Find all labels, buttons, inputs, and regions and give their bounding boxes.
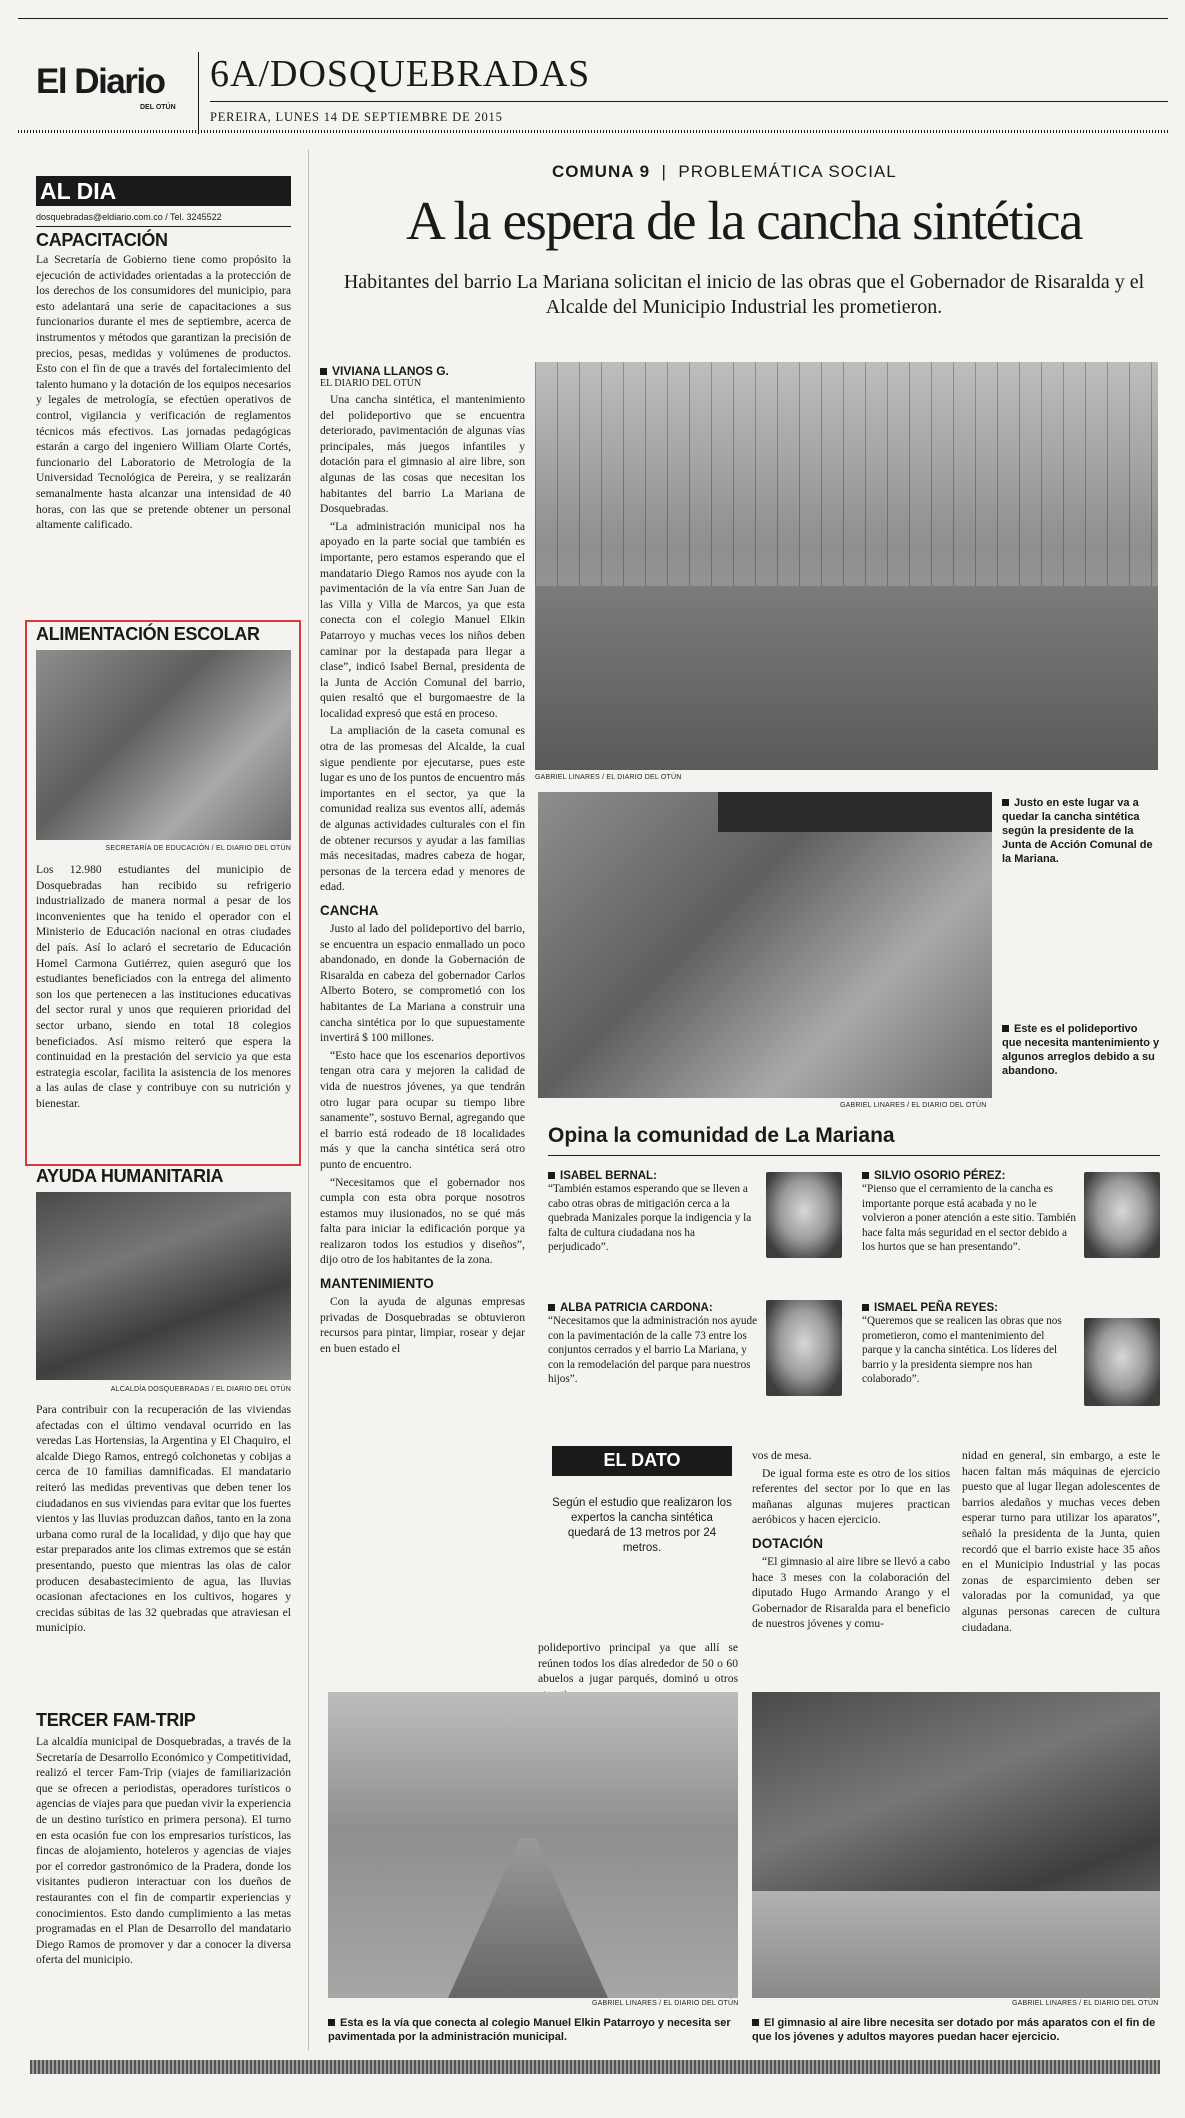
opina-rule — [548, 1155, 1160, 1156]
cancha-subhead: CANCHA — [320, 903, 379, 918]
sidebar-contact: dosquebradas@eldiario.com.co / Tel. 3245522 — [36, 212, 222, 222]
kicker: COMUNA 9 | PROBLEMÁTICA SOCIAL — [552, 162, 897, 181]
road-photo — [328, 1692, 738, 1998]
alimentacion-title: ALIMENTACIÓN ESCOLAR — [36, 624, 260, 644]
portrait-isabel — [766, 1172, 842, 1258]
col2-continuation: polideportivo principal ya que allí se reúnen todos los días alrededor de 50 o 60 abuelos a jugar parqués, dominó u otros — [538, 1641, 738, 1686]
top-rule — [18, 18, 1168, 19]
ayuda-title: AYUDA HUMANITARIA — [36, 1166, 224, 1186]
opinion-alba: ALBA PATRICIA CARDONA: “Necesitamos que la administración nos ayude con la pavimentación de la calle 73 entre los conjuntos cerrados y el barrio La Mariana, y con la remodelación del parque para nuestros hijos”. — [548, 1302, 758, 1385]
fence-pattern — [535, 362, 1158, 607]
main-column-4: nidad en general, sin embargo, a este le hacen faltan más máquinas de ejercicio puesto que al lugar llegan adolescentes de barrios aledaños y muchas veces deben esperar turno para utilizar los aparatos”, señaló la presidenta de la Junta, quien recordó que el barrio existe hace 35 años en el Municipio Industrial y las pocas zonas de esparcimiento deben ser valoradas por la comunidad, ya que algunas personas carecen de cultura ciudadana. — [962, 1449, 1160, 1634]
logo-subtitle: DEL OTÚN — [140, 104, 176, 111]
col1-p1: Una cancha sintética, el mantenimiento del polideportivo que se encuentra deteriorado, pavimentación de algunas vías principales, más juegos infantiles y dotación para el gimnasio al aire libre, son algunas de las cosas que necesitan los habitantes del barrio La Mariana de Dosquebradas. — [320, 393, 525, 516]
cancha-p2: “Esto hace que los escenarios deportivos tengan otra cara y mejoren la calidad de vida de nuestros jóvenes, ya que tendrán otro lugar para ocupar su tiempo libre sanamente”, sostuvo Bernal, agregando que el barrio está rodeado de 18 localidades más y que la cancha sintética será otro punto de encuentro. — [320, 1048, 525, 1171]
famtrip-body: La alcaldía municipal de Dosquebradas, a través de la Secretaría de Desarrollo Económico y Competitividad, realizó el tercer Fam-Trip (viajes de familiarización que se ofrecen a periodistas, operadores turísticos o agencias de viajes para que puedan vivir la experiencia de un destino turístico en primera persona). El turno en esta ocasión fue con los empresarios turísticos, las fincas de alojamiento, hoteleros y agencias de viajes por el corredor gastronómico de la Pradera, donde los visitantes pudieron interactuar con los dueños de restaurantes con el fin de compartir experiencias y conocimientos. Esto dando cumplimiento a las metas programadas en el Plan de Desarrollo del mandatario Diego Ramos de promover y dar a conocer la diversa oferta del municipio. — [36, 1735, 291, 1967]
gym-floor — [752, 1891, 1160, 1998]
dato-text: Según el estudio que realizaron los expertos la cancha sintética quedará de 13 metros por 24 metros. — [552, 1497, 732, 1554]
opinion-isabel: ISABEL BERNAL: “También estamos esperando que se lleven a cabo otras obras de mitigación cerca a la quebrada Manizales porque la indigencia y la falta de cultura ciudadana nos ha perjudicado”. — [548, 1170, 752, 1253]
capacitacion-title: CAPACITACIÓN — [36, 230, 168, 250]
kicker-comuna: COMUNA 9 — [552, 162, 651, 181]
bottom-right-credit: GABRIEL LINARES / EL DIARIO DEL OTÚN — [1012, 2000, 1159, 2007]
bottom-left-caption: Esta es la vía que conecta al colegio Manuel Elkin Patarroyo y necesita ser pavimentada por la administración municipal. — [328, 2017, 731, 2043]
field-photo — [535, 362, 1158, 770]
polideportivo-photo — [538, 792, 992, 1098]
portrait-alba — [766, 1300, 842, 1396]
dato-title: EL DATO — [603, 1450, 681, 1470]
opinion-silvio: SILVIO OSORIO PÉREZ: “Pienso que el cerramiento de la cancha es importante porque está acabada y no le volvieron a poner atención a este sitio. También hace falta más seguridad en el sector debido a los hurtos que se han presentando”. — [862, 1170, 1076, 1253]
al-dia-title: AL DIA — [40, 178, 117, 204]
humanitarian-aid-photo — [36, 1192, 291, 1380]
masthead-hatch — [18, 130, 1168, 133]
deck: Habitantes del barrio La Mariana solicitan el inicio de las obras que el Gobernador de Risaralda y el Alcalde del Municipio Industrial les prometieron. — [343, 271, 1145, 318]
road-shape — [448, 1838, 608, 1998]
masthead-divider — [198, 52, 199, 134]
ground-area — [535, 586, 1158, 770]
capacitacion-body: La Secretaría de Gobierno tiene como propósito la ejecución de actividades orientadas a la protección de los derechos de los consumidores del municipio, para esto adelantará una serie de capacitaciones a sus funcionarios durante el mes de septiembre, acerca de instrumentos y métodos que garantizan la precisión de precios, pesas, medidas y volúmenes de productos. Esto con el fin de que a través del fortalecimiento del talento humano y la dotación de los equipos necesarios y legales de metrología, se efectúen operativos de control, vigilancia y verificación de reglamentos técnicos más efectivos. Las jornadas pedagógicas estarán a cargo del ingeniero William Olarte Cortés, funcionario del Laboratorio de Metrología de la Universidad Tecnológica de Pereira, y se realizarán semanalmente hasta alcanzar una intensidad de 40 horas, con las que se pretende obtener un personal altamente calificado. — [36, 253, 291, 532]
byline-sub: EL DIARIO DEL OTÚN — [320, 378, 422, 389]
al-dia-bar — [36, 176, 291, 206]
ayuda-credit: ALCALDÍA DOSQUEBRADAS / EL DIARIO DEL OTÚN — [110, 1386, 291, 1393]
dato-bar — [552, 1446, 732, 1476]
portrait-silvio — [1084, 1172, 1160, 1258]
kicker-topic: PROBLEMÁTICA SOCIAL — [678, 162, 897, 181]
alimentacion-body: Los 12.980 estudiantes del municipio de Dosquebradas han recibido su refrigerio industrializado de manera normal a pesar de los inconvenientes que ha tenido el operador con el Ministerio de Educación nacional en otras ciudades del país. Así lo aclaró el secretario de Educación Homel Carmona Gutiérrez, quien aseguró que los estudiantes beneficiados con la entrega del alimento son los que pertenecen a las instituciones educativas del sector rural y unos que requieren prioridad del sector urbano, siendo en total 18 colegios beneficiados. Así mismo reiteró que espera la continuidad en la prestación del servicio ya que esta estrategia escolar, facilita la asistencia de los menores a las aulas de clase y contribuye con su nutrición y bienestar. — [36, 863, 291, 1110]
ayuda-body: Para contribuir con la recuperación de las viviendas afectadas con el último vendaval ocurrido en las veredas Las Hortensias, la Argentina y El Chaquiro, el alcalde Diego Ramos, entregó colchonetas y cobijas a cerca de 10 familias damnificadas. El mandatario reiteró las medidas preventivas que deben tener los ciudadanos en sus viviendas para evitar que los fuertes vientos y las lluvias produzcan daños, tanto en la zona urbana como rural de la localidad, y dijo que hay que estar preparados ante los climas extremos que se están presentando, puesto que mientras las olas de calor producen desabastecimiento de agua, las lluvias ocasionan afectaciones en los cultivos, hogares y crecidas súbitas de las 32 quebradas que atraviesan el municipio. — [36, 1403, 291, 1635]
col1-p2: “La administración municipal nos ha apoyado en la parte social que también es importante, pero estamos esperando que el mandatario Diego Ramos nos ayude con la pavimentación de la vía entre San Juan de las Villa y Villa de Marcos, ya que esta conecta con el colegio Manuel Elkin Patarroyo y muchas veces los niños deben caminar por la destapada para llegar a clase”, indicó Isabel Bernal, presidenta de la Junta de Acción Comunal del barrio, quien resaltó que el burgomaestre de la localidad expresó que está en proceso. — [320, 519, 525, 720]
sidebar-rule — [36, 226, 291, 227]
section-title: 6A/DOSQUEBRADAS — [210, 53, 591, 95]
cancha-p1: Justo al lado del polideportivo del barrio, se encuentra un espacio enmallado un poco abandonado, en donde la Gobernación de Risaralda en cabeza del gobernador Carlos Alberto Botero, se comprometió con los habitantes de La Mariana a construir una cancha sintética por lo que supuestamente invertirá $ 100 millones. — [320, 922, 525, 1045]
main-column-1 — [320, 364, 525, 1358]
school-children-photo — [36, 650, 291, 840]
bottom-band — [30, 2060, 1160, 2074]
opinion-ismael: ISMAEL PEÑA REYES: “Queremos que se realicen las obras que nos prometieron, como el mantenimiento del parque y la cancha sintética. Los líderes del barrio y la presidenta siempre nos han colaborado”. — [862, 1302, 1062, 1385]
roof-structure — [718, 792, 992, 832]
mantenimiento-p1: Con la ayuda de algunas empresas privadas de Dosquebradas se obtuvieron recursos para pintar, limpiar, rosear y dejar en buen estado el — [320, 1295, 525, 1355]
col1-p3: La ampliación de la caseta comunal es otra de las promesas del Alcalde, la cual sigue pendiente por ejecutarse, pues este lugar es uno de los puntos de encuentro más importantes en el sector, ya que la comunidad realiza sus eventos allí, además de algunas actividades culturales con el fin de obtener recursos y ayudar a las familias más necesitadas, madres cabeza de hogar, personas de la tercera edad y menores de edad. — [320, 724, 525, 894]
famtrip-title: TERCER FAM-TRIP — [36, 1710, 196, 1730]
cancha-p3: “Necesitamos que el gobernador nos cumpla con esta obra porque nosotros estamos muy ilusionados, no se qué más falta para iniciar la edificación porque ya realizaron todos los estudios y diseños”, dijo otro de los habitantes de la zona. — [320, 1175, 525, 1267]
portrait-ismael — [1084, 1318, 1160, 1406]
sidebar-column-rule — [308, 150, 309, 2050]
caption-1: Justo en este lugar va a quedar la cancha sintética según la presidente de la Junta de Acción Comunal de la Mariana. — [1002, 797, 1153, 865]
dateline: PEREIRA, LUNES 14 DE SEPTIEMBRE DE 2015 — [210, 110, 503, 124]
bottom-right-caption: El gimnasio al aire libre necesita ser dotado por más aparatos con el fin de que los jóvenes y adultos mayores puedan hacer ejercicio. — [752, 2017, 1156, 2043]
caption-2: Este es el polideportivo que necesita mantenimiento y algunos arreglos debido a su abandono. — [1002, 1023, 1160, 1077]
dotacion-subhead: DOTACIÓN — [752, 1535, 823, 1551]
bottom-left-credit: GABRIEL LINARES / EL DIARIO DEL OTÚN — [592, 2000, 739, 2007]
main-column-3: vos de mesa. De igual forma este es otro de los sitios referentes del sector por lo que en las mañanas algunas mujeres practican aeróbicos y hacen ejercicio. DOTACIÓN “El gimnasio al aire libre se llevó a cabo hace 3 meses con la colaboración del diputado Hugo Armando Arango y el Gobernador de Risaralda para el beneficio de nuestros jóvenes y comu- — [752, 1449, 951, 1631]
second-photo-credit: GABRIEL LINARES / EL DIARIO DEL OTÚN — [840, 1102, 987, 1109]
alimentacion-credit: SECRETARÍA DE EDUCACIÓN / EL DIARIO DEL OTÚN — [105, 845, 291, 852]
section-rule — [210, 101, 1168, 102]
mantenimiento-subhead: MANTENIMIENTO — [320, 1276, 434, 1292]
gym-photo — [752, 1692, 1160, 1998]
logo: El Diario — [36, 62, 165, 101]
opina-title: Opina la comunidad de La Mariana — [548, 1124, 895, 1147]
byline: VIVIANA LLANOS G. — [332, 364, 449, 378]
main-photo-credit: GABRIEL LINARES / EL DIARIO DEL OTÚN — [535, 774, 682, 781]
headline: A la espera de la cancha sintética — [406, 190, 1082, 251]
